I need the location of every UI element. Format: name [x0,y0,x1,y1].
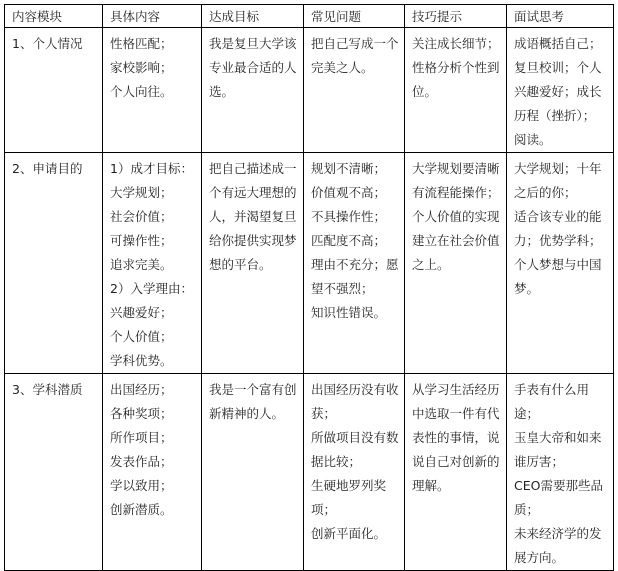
header-thinking: 面试思考 [507,5,614,28]
cell-line: 建立在社会价值 [412,233,500,248]
cell-line: 玉皇大帝和如来 [514,430,602,445]
cell-line: 理由不充分；愿 [311,257,399,272]
cell-line: 家校影响； [110,60,173,75]
cell-line: 追求完美。 [110,257,173,272]
cell-line: 1、个人情况 [12,36,83,51]
cell-line: 力；优势学科； [514,233,602,248]
cell-module [5,153,103,374]
cell-line: 个人向往。 [110,84,173,99]
cell-line: 大学规划； [110,185,173,200]
cell-line: 谁厉害； [514,454,565,469]
cell-thinking [507,28,614,153]
cell-line: 说自己对创新的 [412,454,500,469]
cell-line: 匹配度不高； [311,233,387,248]
cell-module [5,374,103,571]
cell-line: 各种奖项； [110,406,173,421]
cell-line: 据比较； [311,454,362,469]
cell-line: 性格分析个性到 [412,60,500,75]
cell-line: 复旦校训；个人 [514,60,602,75]
cell-line: 之上。 [412,257,450,272]
cell-line: 生硬地罗列奖 [311,478,387,493]
cell-line: 大学规划要清晰 [412,161,500,176]
cell-line: 之后的你； [514,185,577,200]
cell-line: 质； [514,502,540,517]
cell-line: 社会价值； [110,209,173,224]
cell-thinking [507,153,614,374]
header-problems: 常见问题 [304,5,405,28]
cell-goal [202,153,304,374]
header-tips: 技巧提示 [405,5,507,28]
cell-problems [304,153,405,374]
cell-line: 个有远大理想的 [209,185,297,200]
cell-line: 望不强烈； [311,281,374,296]
cell-tips [405,153,507,374]
cell-line: 从学习生活经历 [412,382,500,397]
cell-line: 我是复旦大学该 [209,36,297,51]
cell-line: 关注成长细节； [412,36,500,51]
table-row [5,153,614,374]
cell-line: 表性的事情，说 [412,430,500,445]
cell-line: 新精神的人。 [209,406,285,421]
cell-line: 性格匹配； [110,36,173,51]
cell-line: 我是一个富有创 [209,382,297,397]
cell-line: 3、学科潜质 [12,382,83,397]
cell-line: 梦。 [514,281,540,296]
cell-line: 把自己描述成一 [209,161,297,176]
cell-line: 想的平台。 [209,257,272,272]
cell-line: 个人梦想与中国 [514,257,602,272]
cell-line: 完美之人。 [311,60,374,75]
cell-tips [405,28,507,153]
cell-line: 规划不清晰； [311,161,387,176]
cell-line: 阅读。 [514,132,552,147]
cell-module [5,28,103,153]
cell-line: 发表作品； [110,454,173,469]
cell-line: 出国经历没有收 [311,382,399,397]
cell-line: 不具操作性； [311,209,387,224]
cell-problems [304,374,405,571]
cell-line: 创新潜质。 [110,502,173,517]
header-content: 具体内容 [103,5,202,28]
cell-line: 个人价值的实现 [412,209,500,224]
cell-line: 可操作性； [110,233,173,248]
cell-line: 大学规划；十年 [514,161,602,176]
cell-line: CEO需要那些品 [514,478,603,493]
cell-content [103,374,202,571]
cell-line: 有流程能操作； [412,185,500,200]
cell-line: 所做项目没有数 [311,430,399,445]
header-goal: 达成目标 [202,5,304,28]
cell-content [103,153,202,374]
cell-line: 兴趣爱好；成长 [514,84,602,99]
cell-line: 价值观不高； [311,185,387,200]
cell-line: 给你提供实现梦 [209,233,297,248]
cell-line: 选。 [209,84,235,99]
cell-line: 历程（挫折）； [514,108,596,123]
table-row [5,28,614,153]
cell-line: 知识性错误。 [311,305,387,320]
cell-line: 位。 [412,84,438,99]
cell-line: 1）成才目标： [110,161,193,176]
cell-line: 专业最合适的人 [209,60,297,75]
cell-line: 成语概括自己； [514,36,602,51]
table-row [5,374,614,571]
cell-content [103,28,202,153]
cell-line: 学科优势。 [110,353,173,368]
cell-line: 创新平面化。 [311,526,387,541]
cell-problems [304,28,405,153]
cell-line: 2）入学理由： [110,281,193,296]
cell-line: 所作项目； [110,430,173,445]
cell-line: 把自己写成一个 [311,36,399,51]
interview-guide-table [4,4,614,571]
cell-line: 人，并渴望复旦 [209,209,297,224]
cell-line: 途； [514,406,540,421]
cell-line: 理解。 [412,478,450,493]
cell-line: 中选取一件有代 [412,406,500,421]
header-module: 内容模块 [5,5,103,28]
cell-line: 学以致用； [110,478,173,493]
cell-line: 2、申请目的 [12,161,83,176]
cell-line: 未来经济学的发 [514,526,602,541]
cell-tips [405,374,507,571]
cell-line: 展方向。 [514,550,565,565]
cell-line: 手表有什么用 [514,382,590,397]
cell-line: 项； [311,502,337,517]
cell-line: 兴趣爱好； [110,305,173,320]
cell-line: 获； [311,406,337,421]
cell-line: 出国经历； [110,382,173,397]
cell-goal [202,28,304,153]
cell-line: 个人价值； [110,329,173,344]
header-row [5,5,614,28]
cell-thinking [507,374,614,571]
cell-line: 适合该专业的能 [514,209,602,224]
cell-goal [202,374,304,571]
